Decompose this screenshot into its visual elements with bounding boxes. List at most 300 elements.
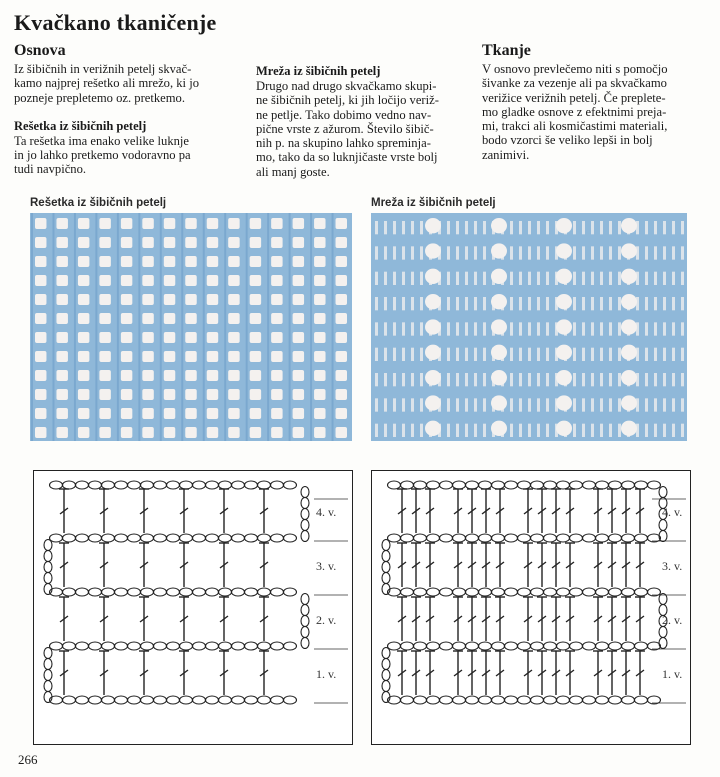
chain-stitch [596,588,609,596]
chain-stitch [609,481,622,489]
chain-stitch [258,642,271,650]
mesh-hole [78,237,89,248]
chain-stitch [154,642,167,650]
mesh-gap [528,424,531,437]
mesh-hole [35,237,46,248]
mesh-gap [618,221,621,234]
mesh-hole [121,370,132,381]
mesh-gap [474,398,477,411]
mesh-hole [121,351,132,362]
mesh-gap [645,398,648,411]
chain-stitch [440,481,453,489]
mesh-hole [207,370,218,381]
mesh-gap [654,348,657,361]
chain-stitch [544,588,557,596]
mesh-hole [185,237,196,248]
mesh-gap [420,272,423,285]
mesh-gap [519,246,522,259]
lace-hole [491,294,507,309]
mesh-hole [56,370,67,381]
mesh-gap [528,221,531,234]
mesh-gap [645,373,648,386]
chain-stitch [557,588,570,596]
turning-chain [44,540,52,551]
mesh-hole [228,294,239,305]
mesh-hole [271,313,282,324]
turning-chain [44,573,52,584]
turning-chain [44,670,52,681]
mesh-gap [573,348,576,361]
mesh-hole [56,351,67,362]
chain-stitch [271,588,284,596]
mesh-hole [121,389,132,400]
chain-stitch [466,481,479,489]
lace-hole [425,395,441,410]
mesh-hole [35,351,46,362]
chain-stitch [63,481,76,489]
mesh-hole [78,370,89,381]
lace-hole [425,421,441,436]
mesh-gap [519,424,522,437]
chain-stitch [167,534,180,542]
mesh-gap [609,221,612,234]
row-label: 4. v. [316,505,337,519]
chain-stitch [245,642,258,650]
chain-stitch [401,481,414,489]
mesh-hole [78,408,89,419]
mesh-gap [546,272,549,285]
mesh-hole [271,408,282,419]
row-label: 4. v. [662,505,683,519]
mesh-hole [56,427,67,438]
mesh-hole [78,427,89,438]
mesh-hole [228,218,239,229]
mesh-hole [164,237,175,248]
mesh-gap [483,246,486,259]
chain-stitch [232,588,245,596]
chain-stitch [128,696,141,704]
lace-hole [556,243,572,258]
turning-chain [301,531,309,542]
mesh-gap [546,398,549,411]
mesh-hole [121,218,132,229]
mesh-gap [384,272,387,285]
mesh-hole [293,332,304,343]
mesh-gap [618,373,621,386]
mesh-hole [142,218,153,229]
chain-stitch [622,696,635,704]
lace-hole [491,319,507,334]
chain-stitch [479,642,492,650]
mesh-hole [293,389,304,400]
chain-stitch [557,481,570,489]
mesh-gap [582,373,585,386]
lace-hole [621,269,637,284]
mesh-gap [591,322,594,335]
mesh-hole [121,332,132,343]
page-number: 266 [18,752,38,767]
mesh-hole [164,389,175,400]
mesh-gap [393,348,396,361]
chain-stitch [141,534,154,542]
mesh-gap [519,272,522,285]
mesh-gap [375,246,378,259]
mesh-hole [56,408,67,419]
lace-hole [621,345,637,360]
chain-stitch [570,481,583,489]
mesh-gap [402,398,405,411]
mesh-gap [474,373,477,386]
chain-stitch [518,696,531,704]
chain-stitch [609,642,622,650]
chain-stitch [219,696,232,704]
mesh-hole [228,389,239,400]
mesh-gap [537,398,540,411]
mesh-hole [78,275,89,286]
mesh-hole [228,332,239,343]
mesh-gap [474,246,477,259]
mesh-gap [375,272,378,285]
mesh-gap [609,246,612,259]
mesh-hole [99,389,110,400]
mesh-hole [56,389,67,400]
mesh-gap [465,398,468,411]
mesh-gap [663,424,666,437]
mesh-hole [314,313,325,324]
mesh-hole [121,237,132,248]
chain-stitch [635,481,648,489]
lace-hole [425,269,441,284]
mesh-hole [185,408,196,419]
chain-stitch [557,696,570,704]
page-title: Kvačkano tkaničenje [14,10,217,35]
mesh-hole [271,427,282,438]
mesh-hole [293,351,304,362]
mesh-hole [164,218,175,229]
mesh-gap [681,322,684,335]
lace-hole [491,370,507,385]
mesh-gap [573,221,576,234]
mesh-gap [573,297,576,310]
mesh-hole [78,218,89,229]
mesh-gap [465,297,468,310]
chain-stitch [505,534,518,542]
column-tkanje [482,42,710,162]
chain-stitch [76,642,89,650]
chain-stitch [401,642,414,650]
chain-stitch [427,588,440,596]
chain-stitch [453,481,466,489]
chain-stitch [258,534,271,542]
mesh-gap [375,297,378,310]
photo-mesh [371,213,687,441]
row-label: 2. v. [662,613,683,627]
mesh-gap [681,348,684,361]
mesh-gap [672,272,675,285]
mesh-gap [510,348,513,361]
chain-stitch [63,588,76,596]
mesh-gap [582,424,585,437]
chain-stitch [219,642,232,650]
mesh-gap [375,398,378,411]
mesh-hole [207,389,218,400]
mesh-gap [465,221,468,234]
mesh-hole [250,313,261,324]
chain-stitch [505,696,518,704]
chain-stitch [284,642,297,650]
chain-stitch [258,696,271,704]
lace-hole [621,294,637,309]
mesh-gap [546,348,549,361]
chain-stitch [167,696,180,704]
mesh-hole [164,332,175,343]
turning-chain [301,594,309,605]
mesh-gap [609,373,612,386]
chain-stitch [128,642,141,650]
mesh-gap [600,246,603,259]
mesh-gap [420,398,423,411]
mesh-gap [672,221,675,234]
mesh-gap [600,221,603,234]
chain-stitch [596,642,609,650]
left-photo-caption: Rešetka iz šibičnih petelj [30,197,167,209]
mesh-hole [121,313,132,324]
mesh-hole [271,294,282,305]
text-line: bodo vzorci še veliko lepši in bolj [482,133,653,148]
mesh-hole [35,294,46,305]
mesh-hole [142,237,153,248]
mesh-gap [465,373,468,386]
mesh-hole [142,256,153,267]
chain-stitch [167,481,180,489]
chain-stitch [89,642,102,650]
mesh-gap [456,272,459,285]
mesh-hole [293,237,304,248]
mesh-gap [402,373,405,386]
lace-hole [425,345,441,360]
chain-stitch [63,696,76,704]
mesh-hole [271,370,282,381]
chain-stitch [141,696,154,704]
chain-stitch [115,481,128,489]
lace-hole [621,319,637,334]
mesh-hole [99,370,110,381]
mesh-hole [293,294,304,305]
mesh-hole [271,351,282,362]
mesh-hole [207,218,218,229]
chain-stitch [414,534,427,542]
chain-stitch [453,642,466,650]
mesh-hole [228,351,239,362]
mesh-gap [384,322,387,335]
chain-stitch [583,642,596,650]
tkanje-heading: Tkanje [482,42,531,59]
mesh-gap [681,424,684,437]
chain-stitch [63,534,76,542]
chain-stitch [128,534,141,542]
chain-stitch [50,481,63,489]
chain-stitch [596,534,609,542]
chain-stitch [102,588,115,596]
mesh-gap [447,424,450,437]
mesh-gap [420,297,423,310]
mesh-hole [56,275,67,286]
chain-stitch [531,481,544,489]
mesh-gap [393,297,396,310]
mesh-gap [384,246,387,259]
chain-stitch [271,642,284,650]
mesh-gap [384,297,387,310]
mesh-hole [207,427,218,438]
chain-stitch [440,534,453,542]
mesh-gap [582,398,585,411]
chain-stitch [531,534,544,542]
chain-stitch [180,642,193,650]
text-line: pične vrste z ažurom. Število šibič- [256,121,434,136]
chain-stitch [128,588,141,596]
chain-stitch [232,696,245,704]
mesh-gap [510,272,513,285]
mesh-hole [314,294,325,305]
turning-chain [382,551,390,562]
text-line: ne šibičnih petelj, ki jih ločijo veriž- [256,93,439,108]
mesh-gap [645,272,648,285]
chain-stitch [570,696,583,704]
mesh-gap [474,297,477,310]
chain-stitch [505,481,518,489]
mesh-gap [510,373,513,386]
chain-stitch [492,588,505,596]
mesh-gap [375,424,378,437]
mesh-hole [314,427,325,438]
mesh-hole [78,256,89,267]
mesh-gap [654,373,657,386]
mesh-gap [654,297,657,310]
lace-hole [556,395,572,410]
mesh-gap [672,322,675,335]
mesh-gap [582,322,585,335]
chain-stitch [635,534,648,542]
chain-stitch [518,481,531,489]
mesh-hole [314,237,325,248]
mesh-hole [56,218,67,229]
mesh-hole [35,427,46,438]
turning-chain [301,627,309,638]
mesh-hole [99,237,110,248]
chain-stitch [284,481,297,489]
chain-stitch [440,642,453,650]
lace-hole [621,395,637,410]
mesh-gap [663,246,666,259]
chain-stitch [128,481,141,489]
mesh-gap [375,221,378,234]
mesh-gap [447,246,450,259]
mesh-gap [384,373,387,386]
mesh-hole [164,256,175,267]
turning-chain [301,509,309,520]
chain-stitch [648,481,661,489]
turning-chain [301,616,309,627]
chain-stitch [531,696,544,704]
chain-stitch [583,481,596,489]
mesh-hole [314,256,325,267]
chain-stitch [89,696,102,704]
text-line: in jo lahko pretkemo vodoravno pa [14,148,191,163]
mesh-hole [142,389,153,400]
mesh-gap [609,348,612,361]
mesh-chart [372,471,690,744]
mesh-hole [99,427,110,438]
turning-chain [44,659,52,670]
mesh-gap [600,373,603,386]
mesh-hole [164,408,175,419]
mesh-gap [510,424,513,437]
mesh-hole [99,294,110,305]
mesh-gap [402,348,405,361]
text-line: mi, trakci ali kosmičastimi materiali, [482,119,668,134]
mesh-hole [35,256,46,267]
mesh-hole [164,275,175,286]
mesh-hole [164,427,175,438]
mesh-gap [681,246,684,259]
mesh-gap [465,322,468,335]
mesh-hole [207,313,218,324]
chain-stitch [141,481,154,489]
mesh-hole [78,389,89,400]
mesh-gap [456,297,459,310]
mesh-gap [573,398,576,411]
turning-chain [301,638,309,649]
mesh-gap [519,221,522,234]
mesh-gap [600,348,603,361]
chain-stitch [271,481,284,489]
chain-stitch [609,588,622,596]
mesh-gap [411,373,414,386]
turning-chain [44,648,52,659]
mesh-hole [142,408,153,419]
mesh-gap [456,398,459,411]
mesh-gap [672,297,675,310]
chain-stitch [583,534,596,542]
mesh-gap [393,272,396,285]
mesh-hole [250,256,261,267]
mesh-gap [654,424,657,437]
mesh-gap [375,373,378,386]
mesh-hole [78,351,89,362]
mesh-hole [271,237,282,248]
chain-stitch [388,642,401,650]
chain-stitch [440,588,453,596]
mesh-gap [420,424,423,437]
mesh-hole [142,332,153,343]
mesh-gap [672,424,675,437]
chain-stitch [557,534,570,542]
mesh-hole [35,218,46,229]
chain-stitch [193,481,206,489]
mesh-gap [591,221,594,234]
chain-stitch [219,588,232,596]
mesh-hole [99,351,110,362]
mesh-hole [314,408,325,419]
chain-stitch [115,642,128,650]
chain-stitch [427,642,440,650]
mesh-gap [528,322,531,335]
turning-chain [44,562,52,573]
chain-stitch [531,588,544,596]
mesh-gap [573,272,576,285]
mesh-hole [142,370,153,381]
turning-chain [659,520,667,531]
